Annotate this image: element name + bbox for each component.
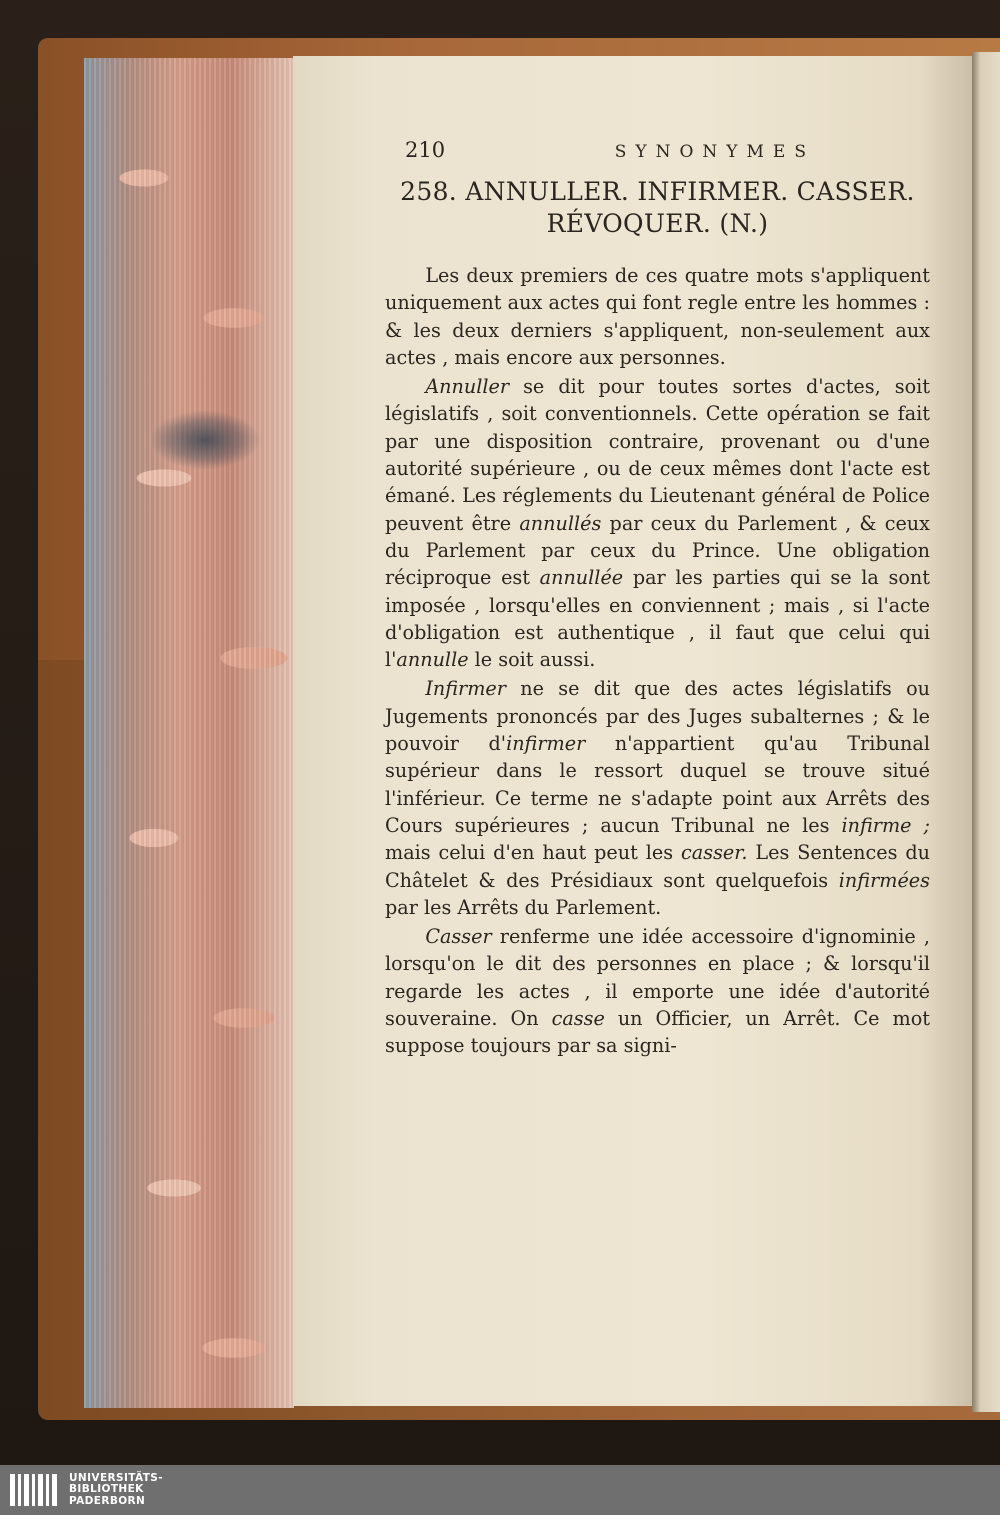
- italic-term: annulle: [396, 648, 469, 672]
- library-banner: [0, 1465, 1000, 1515]
- page-text-block: [385, 138, 930, 1060]
- italic-term: infirmer: [506, 732, 586, 756]
- library-name: [69, 1473, 163, 1508]
- page-number: 210: [405, 138, 446, 162]
- italic-term: casser.: [681, 841, 748, 865]
- running-head: SYNONYMES: [614, 142, 815, 162]
- italic-term: Annuller: [425, 375, 510, 399]
- article-title: [385, 176, 930, 240]
- italic-term: casse: [551, 1007, 605, 1031]
- italic-term: annullés: [519, 511, 602, 535]
- italic-term: annullée: [539, 566, 624, 590]
- article-title-line-1: 258. ANNULLER. INFIRMER. CASSER.: [400, 177, 915, 206]
- library-name-line-1: UNIVERSITÄTS-: [69, 1471, 164, 1484]
- article-title-line-2: RÉVOQUER. (N.): [546, 209, 769, 238]
- page-header: [405, 138, 815, 162]
- italic-term: Infirmer: [425, 677, 506, 701]
- paragraph: Infirmer ne se dit que des actes législatifs ou Jugements prononcés par des Juges subalternes ; & le pouvoir d'infirmer n'appartient qu'au Tribunal supérieur dans le ressort duquel se trouve situé l'inférieur. Ce terme ne s'adapte point aux Arrêts des Cours supérieures ; aucun Tribunal ne les infirme ; mais celui d'en haut peut les casser. Les Sentences du Châtelet & des Présidiaux sont quelquefois infirmées par les Arrêts du Parlement.: [385, 677, 931, 919]
- library-logo-icon: [10, 1474, 57, 1506]
- article-body: [385, 262, 930, 1060]
- paragraph: Les deux premiers de ces quatre mots s'appliquent uniquement aux actes qui font regle entre les hommes : & les deux derniers s'appliquent, non-seulement aux actes , mais encore aux personnes.: [385, 264, 930, 369]
- paragraph: Casser renferme une idée accessoire d'ignominie , lorsqu'on le dit des personnes en place ; & lorsqu'il regarde les actes , il emporte une idée d'autorité souveraine. On casse un Officier, un Arrêt. Ce mot suppose toujours par sa signi-: [385, 925, 930, 1058]
- italic-term: infirmées: [838, 868, 930, 892]
- library-name-line-2: BIBLIOTHEK: [69, 1483, 144, 1496]
- facing-page-edge: [972, 52, 1000, 1412]
- marbled-page-edges: [84, 58, 294, 1408]
- ink-stamp-mark: [150, 410, 260, 470]
- italic-term: Casser: [425, 925, 492, 949]
- italic-term: infirme ;: [841, 813, 931, 837]
- paragraph: Annuller se dit pour toutes sortes d'actes, soit législatifs , soit conventionnels. Cette opération se fait par une disposition contraire, provenant ou d'une autorité supérieure , ou de ceux mêmes dont l'acte est émané. Les réglements du Lieutenant général de Police peuvent être annullés par ceux du Parlement , & ceux du Parlement par ceux du Prince. Une obligation réciproque est annullée par les parties qui se la sont imposée , lorsqu'elles en conviennent ; mais , si l'acte d'obligation est authentique , il faut que celui qui l'annulle le soit aussi.: [385, 375, 930, 672]
- library-name-line-3: PADERBORN: [69, 1494, 146, 1507]
